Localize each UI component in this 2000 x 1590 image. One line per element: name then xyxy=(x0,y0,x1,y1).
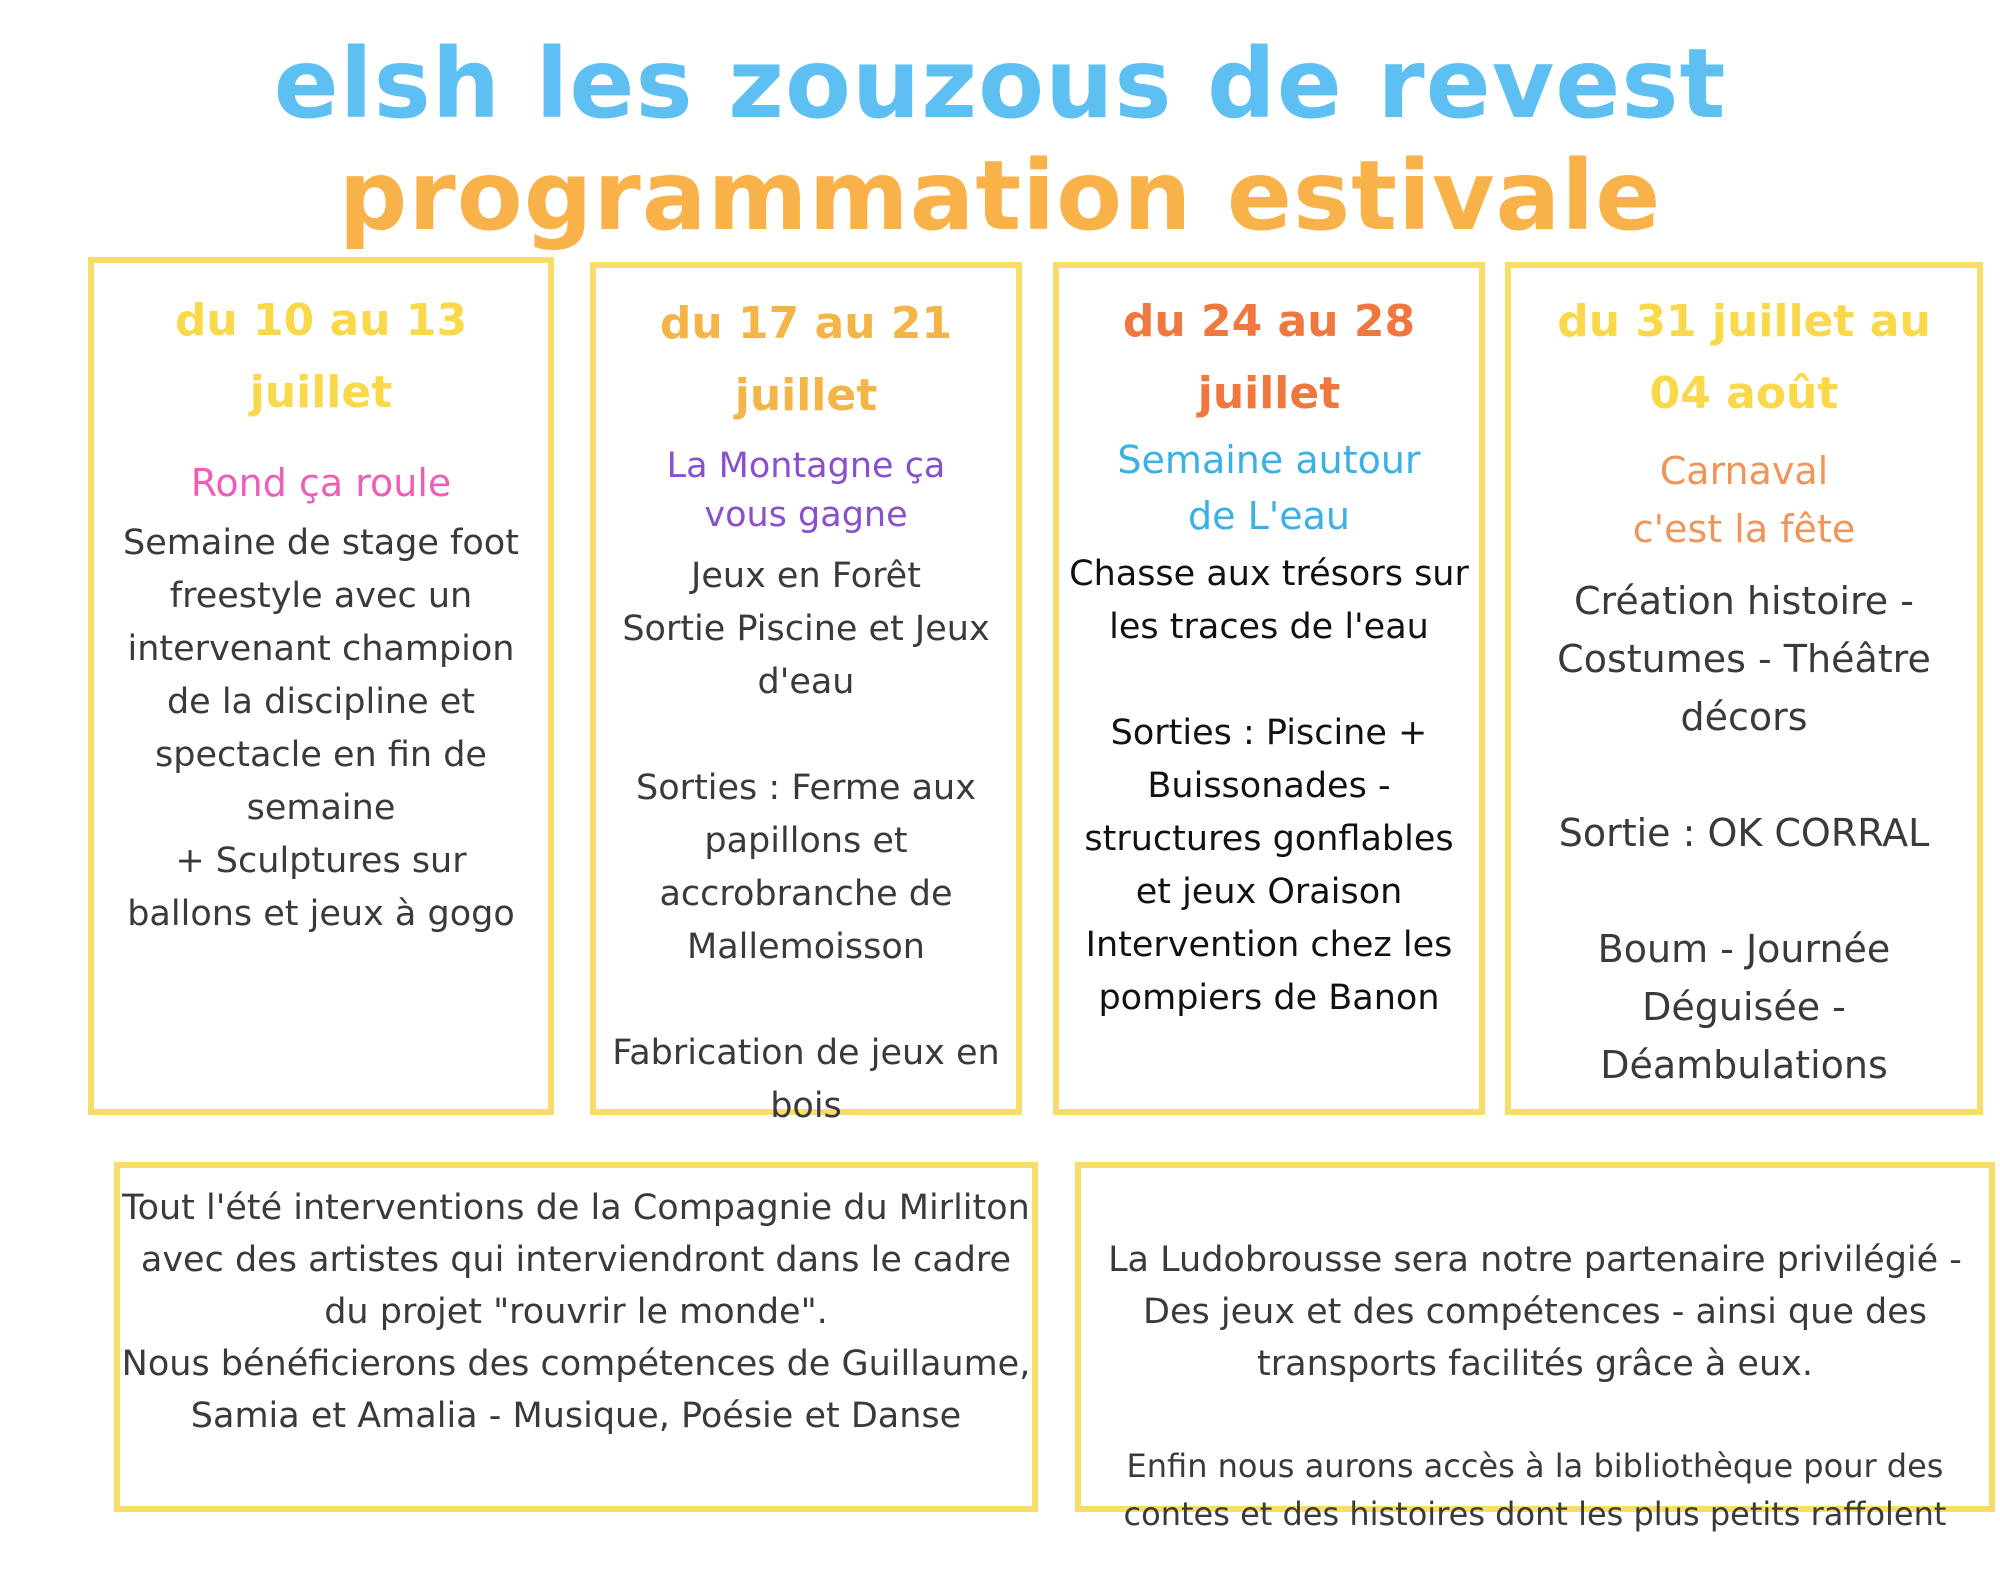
week-theme: Carnaval c'est la fête xyxy=(1632,449,1856,551)
week-dates: du 17 au 21 juillet xyxy=(659,298,953,421)
page-title: elsh les zouzous de revest xyxy=(273,28,1727,140)
week-card-3 xyxy=(1053,262,1485,1115)
week-theme: La Montagne ça vous gagne xyxy=(666,446,946,535)
info-box-mirliton: Tout l'été interventions de la Compagnie du Mirliton avec des artistes qui interviendront dans le cadre du projet "rouvrir le monde". Nous bénéficierons des compétences de Guillaume, Samia et Amalia - Musique, Poésie et Danse xyxy=(114,1162,1038,1512)
week-description: Semaine de stage foot freestyle avec un intervenant champion de la discipline et spectacle en fin de semaine + Sculptures sur ballons et jeux à gogo xyxy=(123,523,519,934)
info-box-ludobrousse xyxy=(1075,1162,1995,1533)
info-paragraph: La Ludobrousse sera notre partenaire privilégié - Des jeux et des compétences - ainsi que des transports facilités grâce à eux. xyxy=(1108,1240,1962,1384)
week-theme: Rond ça roule xyxy=(190,461,452,505)
page-subtitle: programmation estivale xyxy=(338,140,1662,252)
week-dates: du 10 au 13 juillet xyxy=(174,295,468,418)
week-card-2 xyxy=(590,262,1022,1126)
week-card-1 xyxy=(88,257,554,1115)
week-description: Création histoire - Costumes - Théâtre décors Sortie : OK CORRAL Boum - Journée Déguisée - Déambulations xyxy=(1557,579,1931,1087)
week-description: Chasse aux trésors sur les traces de l'eau Sorties : Piscine + Buissonades - structures gonflables et jeux Oraison Intervention chez les pompiers de Banon xyxy=(1069,554,1469,1018)
week-card-4 xyxy=(1505,262,1983,1115)
week-dates: du 24 au 28 juillet xyxy=(1122,296,1416,419)
week-dates: du 31 juillet au 04 août xyxy=(1557,296,1931,419)
week-description: Jeux en Forêt Sortie Piscine et Jeux d'eau Sorties : Ferme aux papillons et accrobranche de Mallemoisson Fabrication de jeux en bois xyxy=(612,556,1000,1126)
info-paragraph: Enfin nous aurons accès à la bibliothèque pour des contes et des histoires dont les plus petits raffolent xyxy=(1123,1447,1947,1533)
week-theme: Semaine autour de L'eau xyxy=(1117,438,1421,538)
